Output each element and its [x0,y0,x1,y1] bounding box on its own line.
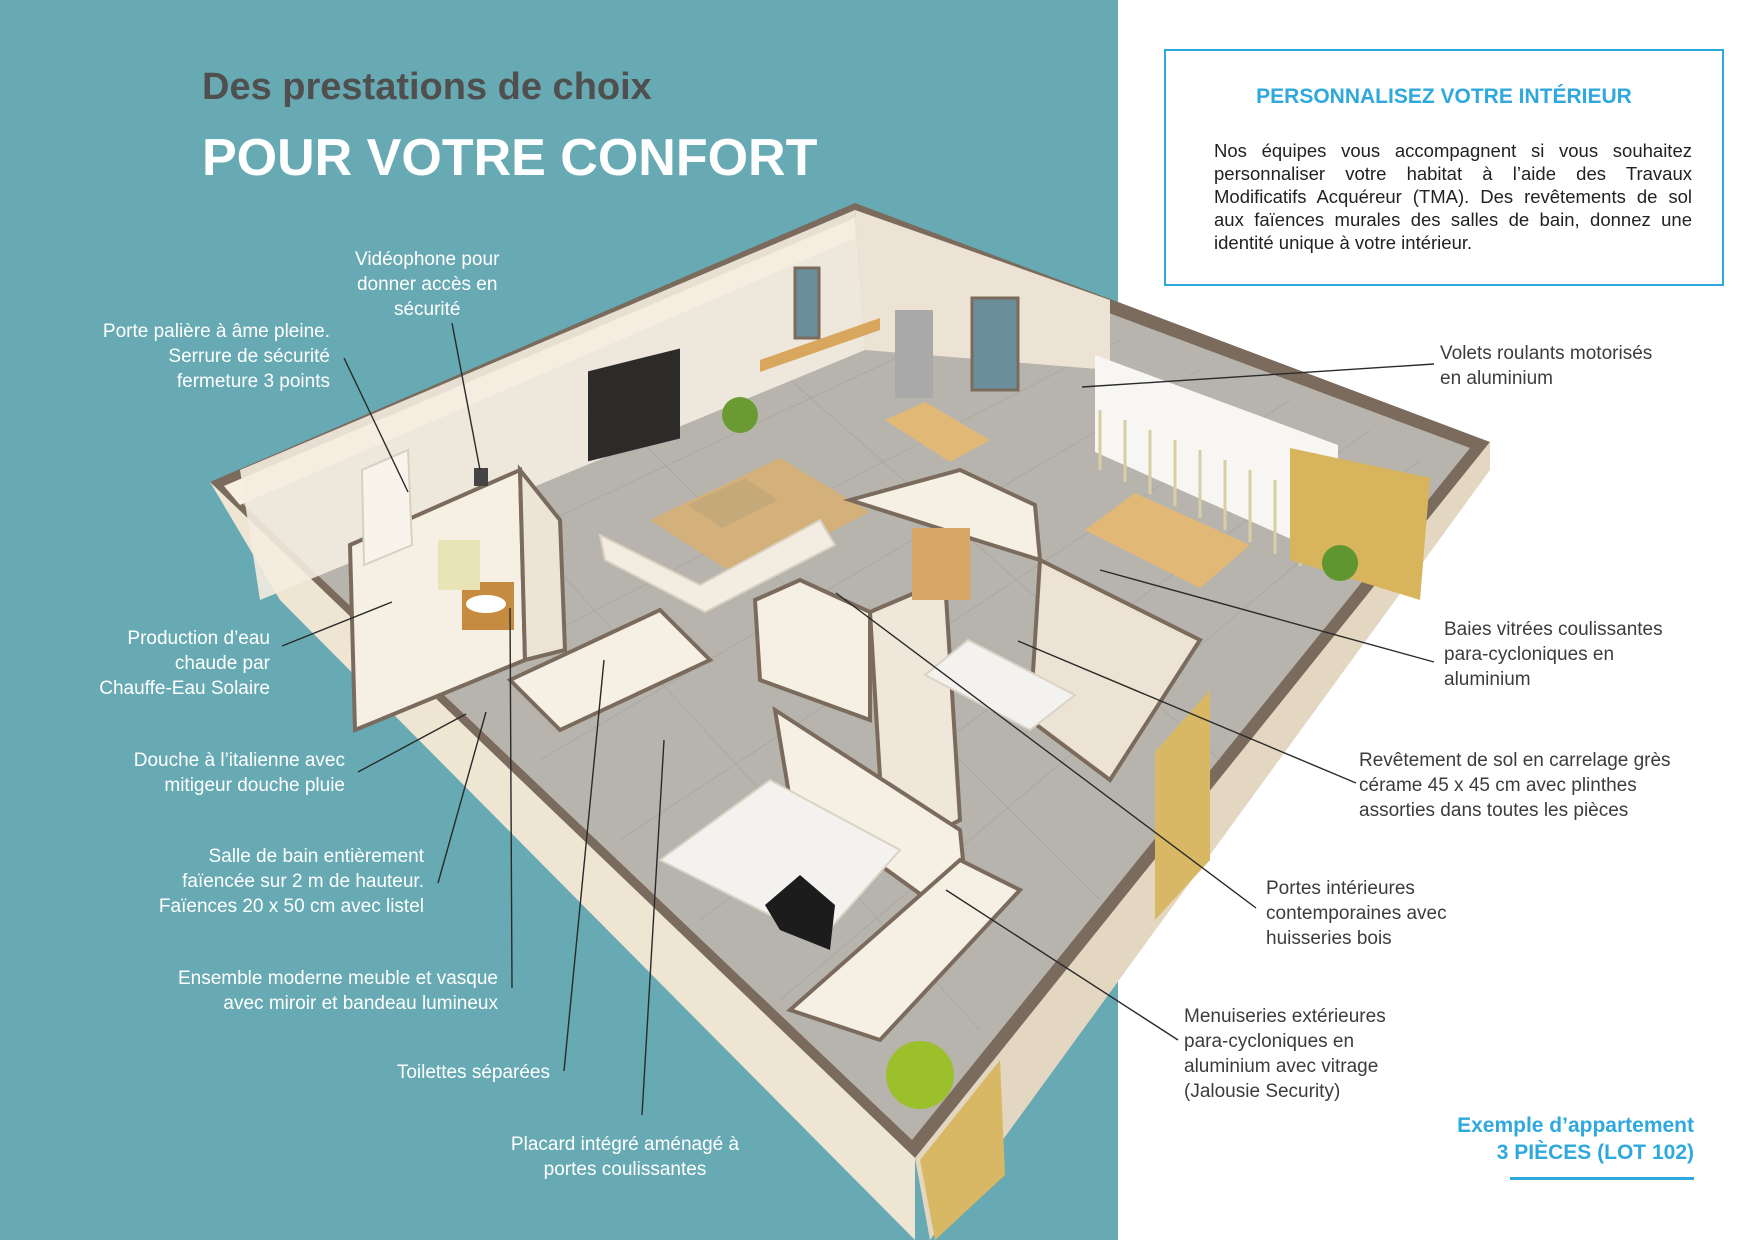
info-box-title: PERSONNALISEZ VOTRE INTÉRIEUR [1256,85,1632,108]
label-portes-interieures: Portes intérieures contemporaines avec huisseries bois [1266,878,1447,949]
label-volets: Volets roulants motorisés en aluminium [1440,343,1653,389]
heading-subtitle: Des prestations de choix [202,66,652,108]
label-douche: Douche à l’italienne avec mitigeur douche pluie [133,750,345,796]
heading-title: POUR VOTRE CONFORT [202,129,818,187]
label-toilettes: Toilettes séparées [396,1062,550,1083]
label-baies: Baies vitrées coulissantes para-cycloniques en aluminium [1444,619,1663,690]
entrance-door [362,450,412,565]
bathroom-sink [466,595,506,613]
label-meuble-vasque: Ensemble moderne meuble et vasque avec miroir et bandeau lumineux [177,968,498,1014]
example-caption [1457,1112,1694,1166]
label-menuiseries: Menuiseries extérieures para-cycloniques en aluminium avec vitrage (Jalousie Security) [1184,1006,1386,1102]
fridge [895,310,933,398]
example-underline [1510,1177,1694,1180]
plant-bedroom [886,1041,954,1109]
example-line-1: Exemple d’appartement [1457,1114,1694,1137]
label-porte-paliere: Porte palière à âme pleine. Serrure de sécurité fermeture 3 points [102,321,330,392]
label-revetement: Revêtement de sol en carrelage grès cérame 45 x 45 cm avec plinthes assorties dans toutes les pièces [1359,750,1671,821]
bathroom-mirror [438,540,480,590]
label-placard: Placard intégré aménagé à portes coulissantes [510,1134,740,1180]
label-eau-chaude: Production d’eau chaude par Chauffe-Eau Solaire [99,628,270,699]
info-box [1164,49,1724,286]
example-line-2: 3 PIÈCES (LOT 102) [1496,1141,1694,1164]
window-dining [972,298,1018,390]
label-videophone: Vidéophone pour donner accès en sécurité [355,249,500,320]
plant-living [722,397,758,433]
videophone-device [474,468,488,486]
dresser [912,528,970,600]
plant-balcony [1322,545,1358,581]
label-salle-de-bain: Salle de bain entièrement faïencée sur 2 m de hauteur. Faïences 20 x 50 cm avec listel [158,846,424,917]
info-box-body: Nos équipes vous accompagnent si vous souhaitez personnaliser votre habitat à l’aide des Travaux Modificatifs Acquéreur (TMA). Des revêtements de sol aux faïences murales des salles de bain, donnez une identité unique à votre intérieur. [1214,140,1692,253]
window-kitchen [795,268,819,338]
